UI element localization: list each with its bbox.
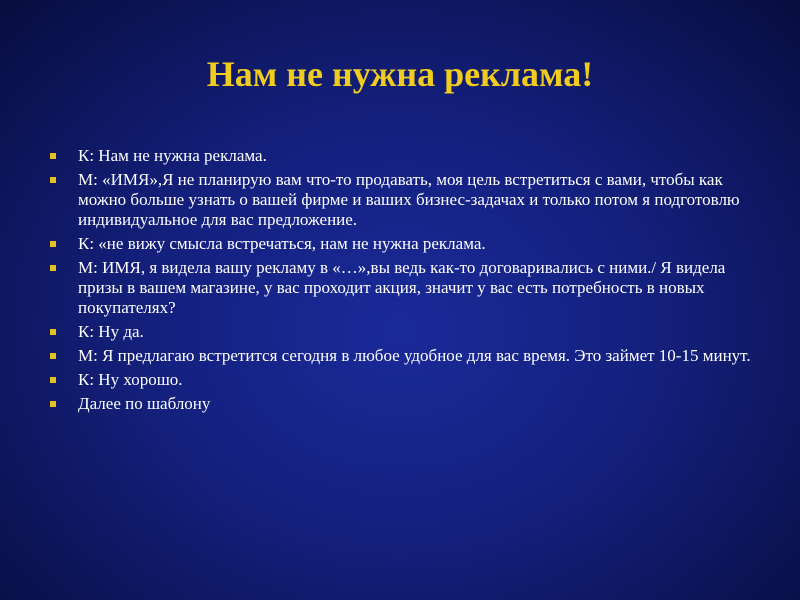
bullet-item (50, 394, 760, 414)
bullet-item (50, 370, 760, 390)
square-bullet-icon (50, 177, 56, 183)
bullet-text: М: Я предлагаю встретится сегодня в любое удобное для вас время. Это займет 10-15 минут. (78, 346, 751, 365)
square-bullet-icon (50, 401, 56, 407)
square-bullet-icon (50, 153, 56, 159)
bullet-text: К: Ну да. (78, 322, 144, 341)
square-bullet-icon (50, 329, 56, 335)
bullet-item (50, 346, 760, 366)
bullet-item (50, 258, 760, 318)
slide-title: Нам не нужна реклама! (206, 54, 594, 94)
square-bullet-icon (50, 241, 56, 247)
square-bullet-icon (50, 265, 56, 271)
bullet-list (50, 146, 760, 418)
square-bullet-icon (50, 377, 56, 383)
bullet-text: К: «не вижу смысла встречаться, нам не нужна реклама. (78, 234, 486, 253)
bullet-text: Далее по шаблону (78, 394, 211, 413)
bullet-item (50, 146, 760, 166)
bullet-text: М: «ИМЯ»,Я не планирую вам что-то продавать, моя цель встретиться с вами, чтобы как можно больше узнать о вашей фирме и ваших бизнес-задачах и только потом я подготовлю индивидуальное для вас предложение. (78, 170, 740, 229)
square-bullet-icon (50, 353, 56, 359)
bullet-item (50, 322, 760, 342)
bullet-item (50, 234, 760, 254)
bullet-text: К: Нам не нужна реклама. (78, 146, 267, 165)
bullet-text: М: ИМЯ, я видела вашу рекламу в «…»,вы ведь как-то договаривались с ними./ Я видела призы в вашем магазине, у вас проходит акция, значит у вас есть потребность в новых покупателях? (78, 258, 726, 317)
bullet-text: К: Ну хорошо. (78, 370, 183, 389)
bullet-item (50, 170, 760, 230)
